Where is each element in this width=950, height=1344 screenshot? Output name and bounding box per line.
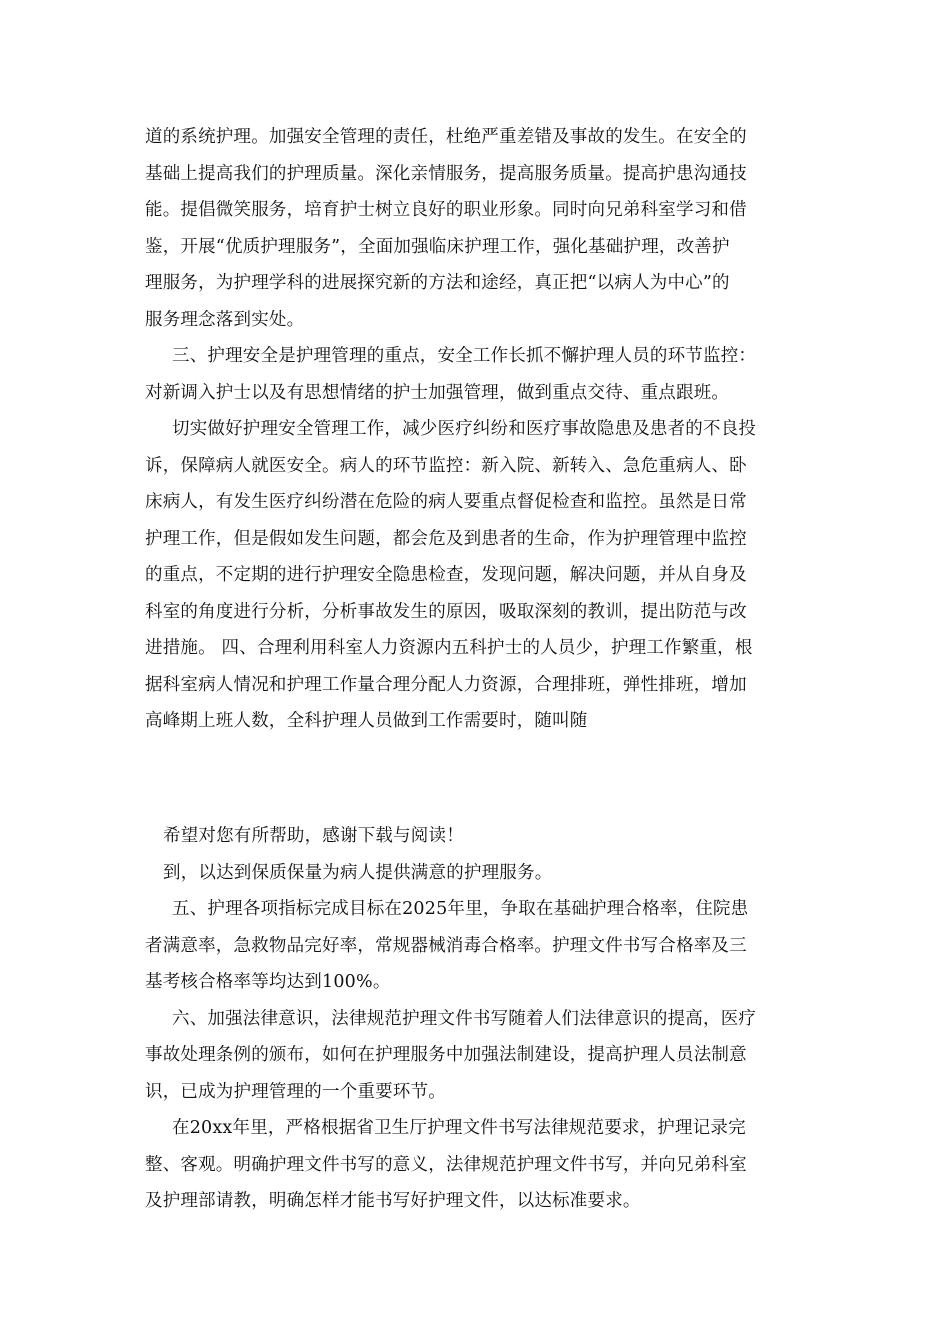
text-line: 基考核合格率等均达到100%。 — [145, 972, 391, 992]
text-line: 高峰期上班人数，全科护理人员做到工作需要时，随叫随 — [145, 711, 588, 731]
text-line: 者满意率，急救物品完好率，常规器械消毒合格率。护理文件书写合格率及三 — [145, 935, 747, 956]
text-line: 到，以达到保质保量为病人提供满意的护理服务。 — [163, 862, 553, 883]
text-line-section-five: 五、护理各项指标完成目标在2025年里，争取在基础护理合格率，住院患 — [172, 899, 749, 919]
text-line: 床病人，有发生医疗纠纷潜在危险的病人要重点督促检查和监控。虽然是日常 — [145, 492, 747, 512]
text-line: 能。提倡微笑服务，培育护士树立良好的职业形象。同时向兄弟科室学习和借 — [145, 200, 747, 220]
text-line: 据科室病人情况和护理工作量合理分配人力资源，合理排班，弹性排班，增加 — [145, 674, 747, 695]
text-line: 对新调入护士以及有思想情绪的护士加强管理，做到重点交待、重点跟班。 — [145, 382, 730, 403]
thanks-note: 希望对您有所帮助，感谢下载与阅读！ — [163, 826, 464, 846]
text-line: 理服务，为护理学科的进展探究新的方法和途经，真正把“以病人为中心”的 — [145, 273, 730, 293]
text-line: 事故处理条例的颁布，如何在护理服务中加强法制建设，提高护理人员法制意 — [145, 1045, 747, 1065]
text-line-paragraph-start: 切实做好护理安全管理工作，减少医疗纠纷和医疗事故隐患及患者的不良投 — [172, 419, 757, 439]
text-line: 识，已成为护理管理的一个重要环节。 — [145, 1081, 446, 1102]
text-line: 的重点，不定期的进行护理安全隐患检查，发现问题，解决问题，并从自身及 — [145, 565, 747, 585]
text-line: 基础上提高我们的护理质量。深化亲情服务，提高服务质量。提高护患沟通技 — [145, 163, 747, 184]
text-line: 鉴，开展“优质护理服务”，全面加强临床护理工作，强化基础护理，改善护 — [145, 236, 730, 257]
text-line: 服务理念落到实处。 — [145, 309, 305, 330]
text-line: 诉，保障病人就医安全。病人的环节监控：新入院、新转入、急危重病人、卧 — [145, 455, 747, 476]
text-line-section-three: 三、护理安全是护理管理的重点，安全工作长抓不懈护理人员的环节监控： — [172, 346, 757, 366]
text-block-two — [145, 818, 805, 1220]
text-line: 科室的角度进行分析，分析事故发生的原因，吸取深刻的教训，提出防范与改 — [145, 601, 747, 622]
text-line-section-six: 六、加强法律意识，法律规范护理文件书写随着人们法律意识的提高，医疗 — [172, 1008, 757, 1029]
text-line-paragraph-start: 在20xx年里，严格根据省卫生厅护理文件书写法律规范要求，护理记录完 — [172, 1118, 746, 1138]
text-line: 整、客观。明确护理文件书写的意义，法律规范护理文件书写，并向兄弟科室 — [145, 1154, 747, 1175]
text-line: 护理工作，但是假如发生问题，都会危及到患者的生命，作为护理管理中监控 — [145, 528, 747, 549]
text-line-section-four: 进措施。 四、合理利用科室人力资源内五科护士的人员少，护理工作繁重，根 — [145, 638, 753, 658]
text-block-one — [145, 119, 805, 740]
text-line: 道的系统护理。加强安全管理的责任，杜绝严重差错及事故的发生。在安全的 — [145, 127, 747, 147]
text-line: 及护理部请教，明确怎样才能书写好护理文件，以达标准要求。 — [145, 1191, 641, 1211]
